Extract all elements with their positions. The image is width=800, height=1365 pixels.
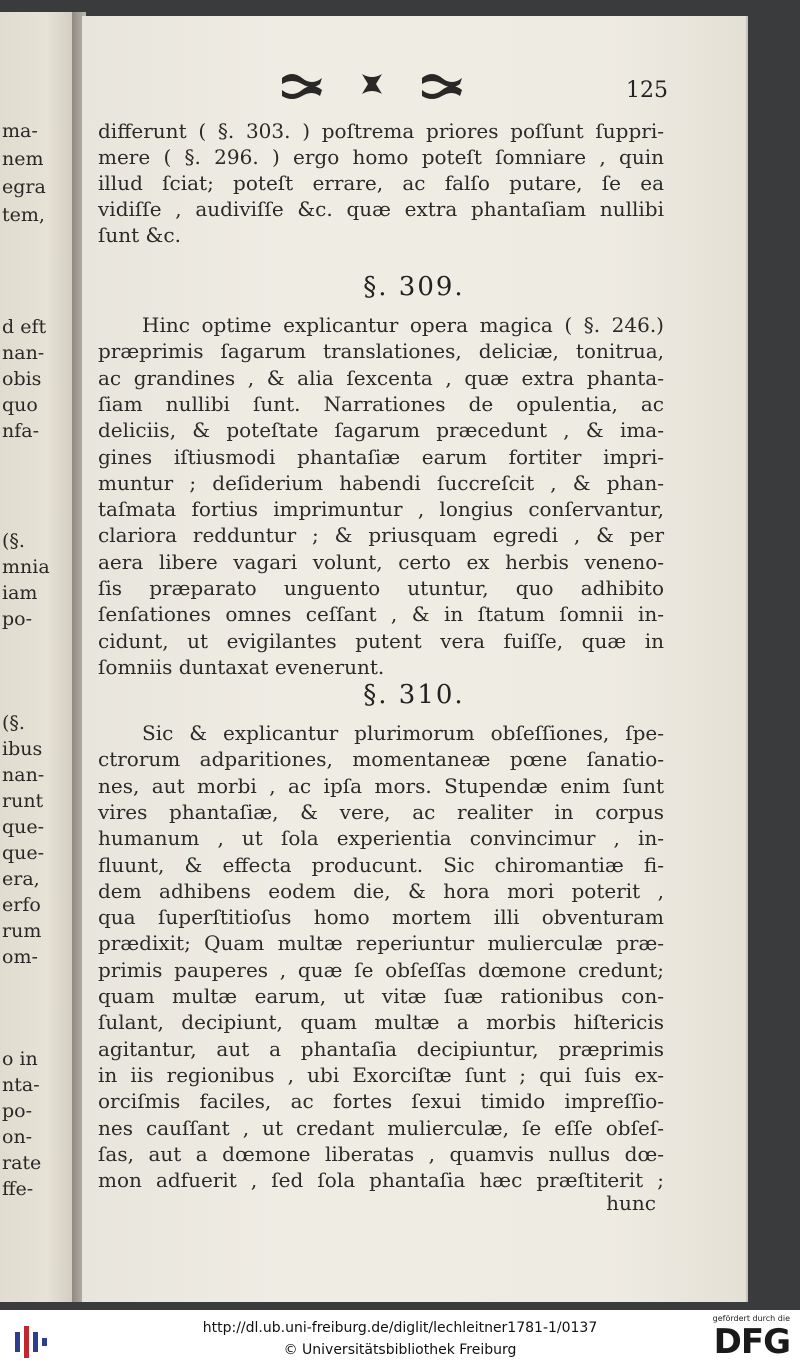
left-page-fragment: (§. [2,712,25,734]
left-page-fragment: on- [2,1126,33,1148]
text-line: nes cauſſant , ut credant mulierculæ, ſe eſſe obſeſ- [98,1115,664,1140]
left-page-fragment: que- [2,816,45,838]
text-line: clariora redduntur ; & priusquam egredi , & per [98,523,664,548]
text-line: præprimis ſagarum translationes, deliciæ, tonitrua, [98,339,664,364]
text-line: ſenſationes omnes ceſſant , & in ſtatum ſomnii in- [98,602,664,627]
left-page-fragment: o in [2,1048,38,1070]
section-heading: §. 309. [363,272,465,302]
text-line: ſomniis duntaxat evenerunt. [98,654,385,679]
left-page-fragment: ffe- [2,1178,34,1200]
text-line: mon adfuerit , ſed ſola phantaſia hæc præſtiterit ; [98,1168,664,1193]
permalink[interactable]: http://dl.ub.uni-freiburg.de/diglit/lechleitner1781-1/0137 [202,1320,598,1336]
left-page-fragment: ibus [2,738,43,760]
left-page-fragment: rum [2,920,42,942]
text-line: qua ſuperſtitioſus homo mortem illi obventuram [98,905,664,930]
viewer-footer [0,1310,800,1365]
text-line: ſunt &c. [98,223,181,247]
text-line: Hinc optime explicantur opera magica ( §. 246.) [142,313,664,337]
text-line: gines iſtiusmodi phantaſiæ earum fortiter impri- [98,444,664,469]
text-line: taſmata fortius imprimuntur , longius conſervantur, [98,497,664,522]
text-line: Sic & explicantur plurimorum obſeſſiones, ſpe- [142,721,664,745]
text-line: illud ſciat; poteſt errare, ac falſo putare, ſe ea [98,171,664,195]
left-page-fragment: tem, [2,204,45,226]
text-line: cidunt, ut evigilantes putent vera fuiſſe, quæ in [98,628,664,653]
text-line: in iis regionibus , ubi Exorciſtæ ſunt ; qui ſuis ex- [98,1062,664,1087]
left-page-fragment: egra [2,176,46,198]
text-line: deliciis, & poteſtate ſagarum præcedunt , & ima- [98,418,664,443]
text-line: fluunt, & effecta producunt. Sic chiromantiæ fi- [98,852,664,877]
text-line: differunt ( §. 303. ) poſtrema priores poſſunt ſuppri- [98,119,664,143]
text-line: ſiam nullibi ſunt. Narrationes de opulentia, ac [98,391,664,416]
text-line: dem adhibens eodem die, & hora mori poterit , [98,878,664,903]
text-line: nes, aut morbi , ac ipſa mors. Stupendæ enim ſunt [98,773,664,798]
text-line: primis pauperes , quæ ſe obſeſſas dœmone credunt; [98,957,664,982]
copyright-notice: © Universitätsbibliothek Freiburg [283,1342,517,1358]
book-page-125 [82,16,748,1302]
text-line: prædixit; Quam multæ reperiuntur mulierculæ præ- [98,931,664,956]
left-page-fragment: obis [2,368,42,390]
text-line: ſis præparato unguento utuntur, quo adhibito [98,576,664,600]
left-page-fragment: d eft [2,316,47,338]
text-line: vires phantaſiæ, & vere, ac realiter in corpus [98,799,664,824]
left-page-fragment: rate [2,1152,42,1174]
text-line: orciſmis faciles, ac fortes ſexui timido impreſſio- [98,1089,664,1114]
left-page-fragment: era, [2,868,40,890]
printer-ornament-icon [277,68,467,104]
left-page-fragment: mnia [2,556,50,578]
text-line: ac grandines , & alia ſexcenta , quæ extra phanta- [98,365,664,390]
dfg-tagline: gefördert durch die [712,1314,790,1323]
left-page-fragment: nfa- [2,420,40,442]
left-page-fragment: po- [2,1100,33,1122]
left-page-fragment: nta- [2,1074,40,1096]
section-heading: §. 310. [363,680,465,710]
left-page-fragment: iam [2,582,38,604]
text-line: agitantur, aut a phantaſia decipiuntur, præprimis [98,1036,664,1061]
text-line: vidiſſe , audiviſſe &c. quæ extra phantaſiam nullibi [98,197,664,221]
text-line: aera libere vagari volunt, certo ex herbis veneno- [98,549,664,574]
left-page-fragment: erfo [2,894,41,916]
dfg-logo [698,1314,790,1362]
left-page-fragment: ma- [2,120,38,142]
left-page-fragment: runt [2,790,44,812]
catchword: hunc [606,1191,656,1216]
left-page-fragment: quo [2,394,38,416]
left-page-fragment: po- [2,608,33,630]
left-page-fragment: nan- [2,342,45,364]
left-facing-page [0,12,78,1302]
left-page-fragment: que- [2,842,45,864]
page-number: 125 [626,78,668,103]
left-page-fragment: nem [2,148,44,170]
dfg-wordmark: DFG [713,1322,790,1362]
page-header [82,68,746,108]
text-line: quam multæ earum, ut vitæ ſuæ rationibus con- [98,984,664,1008]
left-page-fragment: nan- [2,764,45,786]
text-line: ſas, aut a dœmone liberatas , quamvis nullus dœ- [98,1141,664,1166]
text-line: ctrorum adparitiones, momentaneæ pœne ſanatio- [98,747,664,772]
left-page-fragment: om- [2,946,38,968]
text-line: mere ( §. 296. ) ergo homo poteſt ſomniare , quin [98,145,664,169]
text-line: ſulant, decipiunt, quam multæ a morbis hiſtericis [98,1010,664,1035]
left-page-fragment: (§. [2,530,25,552]
text-line: muntur ; deſiderium habendi ſuccreſcit , & phan- [98,470,664,495]
text-line: humanum , ut ſola experientia convincimur , in- [98,826,664,851]
